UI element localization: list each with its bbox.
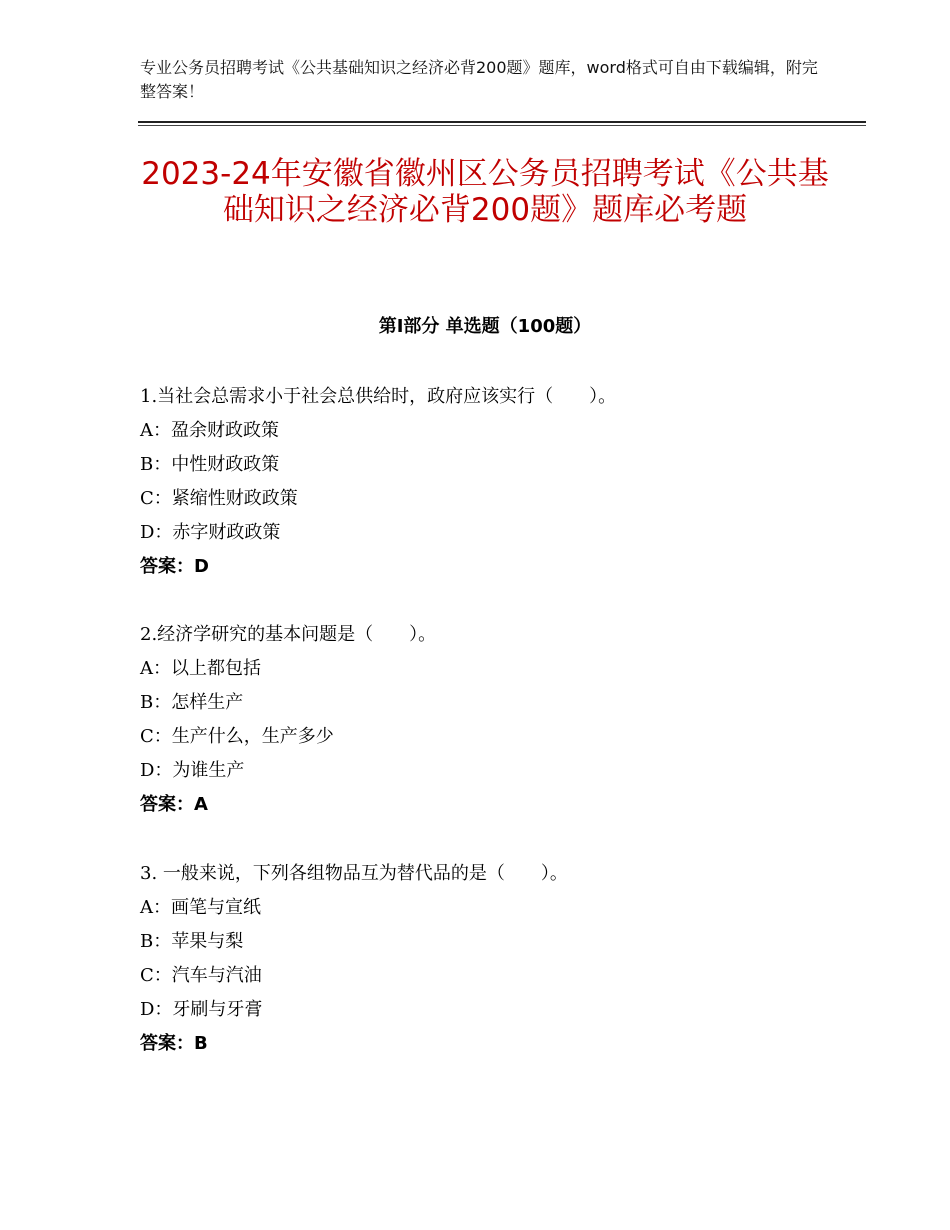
question-stem: 2.经济学研究的基本问题是（ ）。: [140, 624, 437, 645]
option-b: B：苹果与梨: [140, 931, 244, 952]
option-a: A：盈余财政政策: [140, 420, 279, 441]
option-b: B：中性财政政策: [140, 454, 280, 475]
header-note: 专业公务员招聘考试《公共基础知识之经济必背200题》题库，word格式可自由下载编辑，附完整答案！: [140, 58, 818, 101]
option-b: B：怎样生产: [140, 692, 244, 713]
header-rule-thin: [138, 125, 866, 126]
section-title: 第I部分 单选题（100题）: [378, 316, 592, 337]
option-d: D：赤字财政政策: [140, 522, 281, 543]
answer: 答案：A: [140, 794, 208, 815]
answer: 答案：D: [140, 556, 209, 577]
question-stem: 3. 一般来说，下列各组物品互为替代品的是（ ）。: [140, 863, 568, 884]
option-d: D：为谁生产: [140, 760, 245, 781]
header-rule-thick: [138, 121, 866, 123]
document-title: 2023-24年安徽省徽州区公务员招聘考试《公共基础知识之经济必背200题》题库必考题: [141, 156, 829, 228]
option-a: A：画笔与宣纸: [140, 897, 261, 918]
answer: 答案：B: [140, 1033, 208, 1054]
question-2: [140, 618, 860, 822]
option-a: A：以上都包括: [140, 658, 261, 679]
option-c: C：汽车与汽油: [140, 965, 262, 986]
question-3: [140, 857, 860, 1061]
option-d: D：牙刷与牙膏: [140, 999, 263, 1020]
option-c: C：生产什么，生产多少: [140, 726, 334, 747]
question-stem: 1.当社会总需求小于社会总供给时，政府应该实行（ ）。: [140, 386, 617, 407]
option-c: C：紧缩性财政政策: [140, 488, 298, 509]
question-1: [140, 380, 860, 584]
